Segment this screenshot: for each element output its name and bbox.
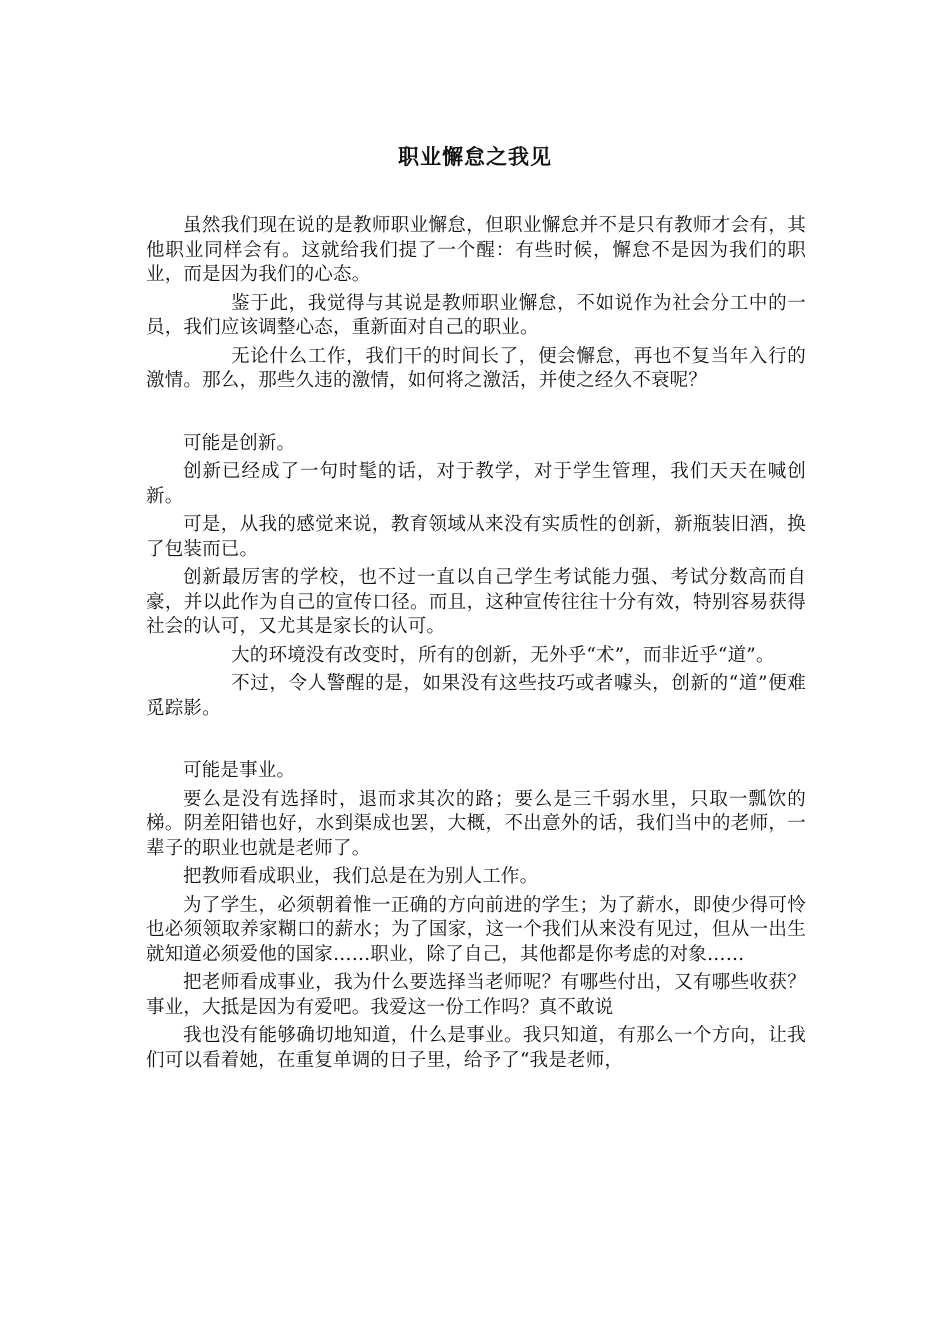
paragraph: 我也没有能够确切地知道，什么是事业。我只知道，有那么一个方向，让我们可以看着她，在重复单调的日子里，给予了“我是老师，: [146, 1025, 806, 1071]
paragraph: 为了学生，必须朝着惟一正确的方向前进的学生；为了薪水，即使少得可怜也必须领取养家糊口的薪水；为了国家，这一个我们从来没有见过，但从一出生就知道必须爱他的国家……职业，除了自己，其他都是你考虑的对象……: [146, 894, 806, 965]
paragraph: 创新最厉害的学校，也不过一直以自己学生考试能力强、考试分数高而自豪，并以此作为自己的宣传口径。而且，这种宣传往往十分有效，特别容易获得社会的认可，又尤其是家长的认可。: [146, 567, 806, 637]
paragraph: 鉴于此，我觉得与其说是教师职业懈怠，不如说作为社会分工中的一员，我们应该调整心态，重新面对自己的职业。: [146, 292, 806, 338]
paragraph: 大的环境没有改变时，所有的创新，无外乎“术”，而非近乎“道”。: [231, 644, 775, 666]
section-heading: 可能是事业。: [183, 760, 296, 781]
paragraph: 可是，从我的感觉来说，教育领域从来没有实质性的创新，新瓶装旧酒，换了包装而已。: [146, 514, 806, 560]
section-gap: [146, 725, 806, 759]
document-body: [146, 214, 806, 1077]
paragraph: 把老师看成事业，我为什么要选择当老师呢？有哪些付出，又有哪些收获？事业，大抵是因为有爱吧。我爱这一份工作吗？真不敢说: [146, 972, 806, 1018]
section-heading: 可能是创新。: [183, 432, 296, 454]
paragraph: 要么是没有选择时，退而求其次的路；要么是三千弱水里，只取一瓢饮的梯。阴差阳错也好，水到渠成也罢，大概，不出意外的话，我们当中的老师，一辈子的职业也就是老师了。: [146, 788, 806, 859]
paragraph: 虽然我们现在说的是教师职业懈怠，但职业懈怠并不是只有教师才会有，其他职业同样会有。这就给我们提了一个醒：有些时候，懈怠不是因为我们的职业，而是因为我们的心态。: [146, 215, 806, 285]
paragraph: 创新已经成了一句时髦的话，对于教学，对于学生管理，我们天天在喊创新。: [146, 461, 806, 507]
page-title: 职业懈怠之我见: [398, 145, 552, 169]
paragraph: 无论什么工作，我们干的时间长了，便会懈怠，再也不复当年入行的激情。那么，那些久违的激情，如何将之激活，并使之经久不衰呢？: [146, 345, 806, 391]
paragraph: 不过，令人警醒的是，如果没有这些技巧或者噱头，创新的“道”便难觅踪影。: [146, 673, 806, 719]
paragraph: 把教师看成职业，我们总是在为别人工作。: [183, 866, 539, 887]
section-gap: [146, 398, 806, 432]
